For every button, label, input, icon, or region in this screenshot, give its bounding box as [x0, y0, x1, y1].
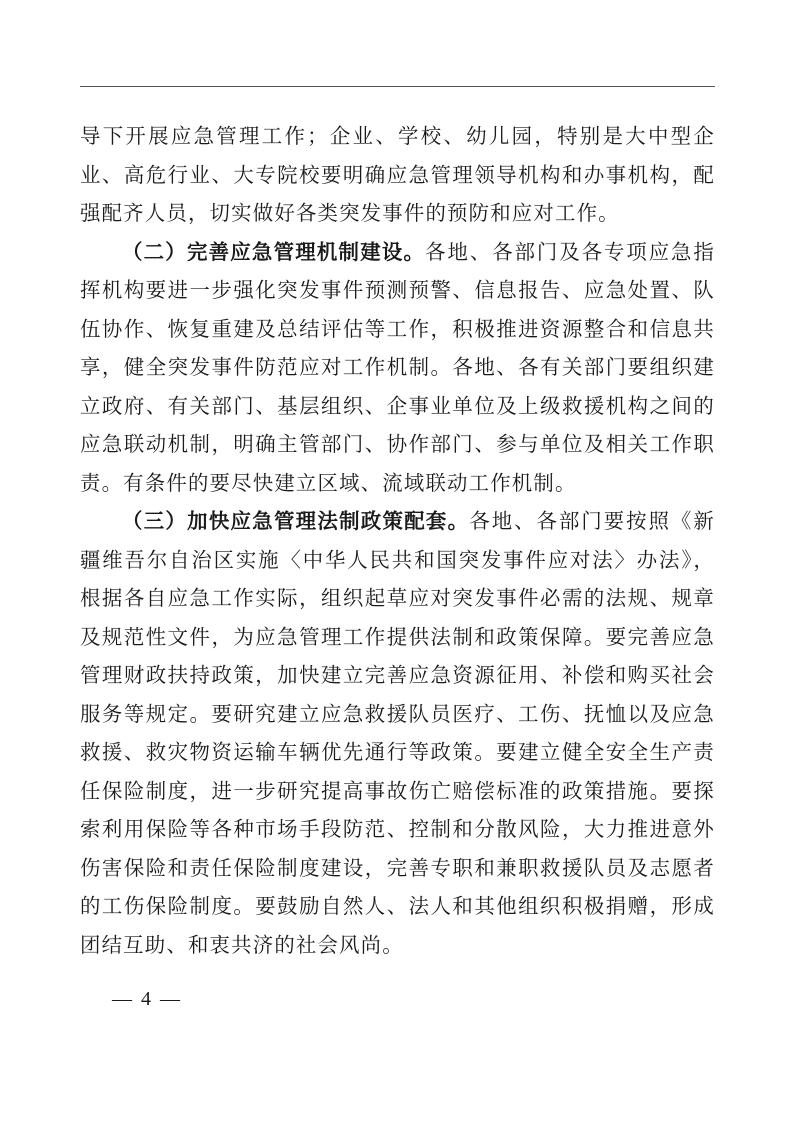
section-heading-legal-policy: （三）加快应急管理法制政策配套。 [122, 509, 470, 533]
page-number: — 4 — [112, 988, 182, 1010]
section-heading-mechanism: （二）完善应急管理机制建设。 [122, 239, 426, 264]
paragraph-legal-policy [80, 502, 715, 964]
paragraph-continuation [80, 117, 715, 233]
document-body [80, 117, 715, 964]
paragraph-text: 各地、各部门要按照《新疆维吾尔自治区实施〈中华人民共和国突发事件应对法〉办法》，根据各自应急工作实际，组织起草应对突发事件必需的法规、规章及规范性文件，为应急管理工作提供法制和政策保障。要完善应急管理财政扶持政策，加快建立完善应急资源征用、补偿和购买社会服务等规定。要研究建立应急救援队员医疗、工伤、抚恤以及应急救援、救灾物资运输车辆优先通行等政策。要建立健全安全生产责任保险制度，进一步研究提高事故伤亡赔偿标准的政策措施。要探索利用保险等各种市场手段防范、控制和分散风险，大力推进意外伤害保险和责任保险制度建设，完善专职和兼职救援队员及志愿者的工伤保险制度。要鼓励自然人、法人和其他组织积极捐赠，形成团结互助、和衷共济的社会风尚。 [80, 509, 715, 957]
paragraph-text: 导下开展应急管理工作；企业、学校、幼儿园，特别是大中型企业、高危行业、大专院校要明确应急管理领导机构和办事机构，配强配齐人员，切实做好各类突发事件的预防和应对工作。 [80, 124, 715, 225]
paragraph-text: 各地、各部门及各专项应急指挥机构要进一步强化突发事件预测预警、信息报告、应急处置、队伍协作、恢复重建及总结评估等工作，积极推进资源整合和信息共享，健全突发事件防范应对工作机制。各地、各有关部门要组织建立政府、有关部门、基层组织、企事业单位及上级救援机构之间的应急联动机制，明确主管部门、协作部门、参与单位及相关工作职责。有条件的要尽快建立区域、流域联动工作机制。 [80, 239, 715, 495]
paragraph-mechanism [80, 233, 715, 503]
header-rule [80, 86, 715, 87]
